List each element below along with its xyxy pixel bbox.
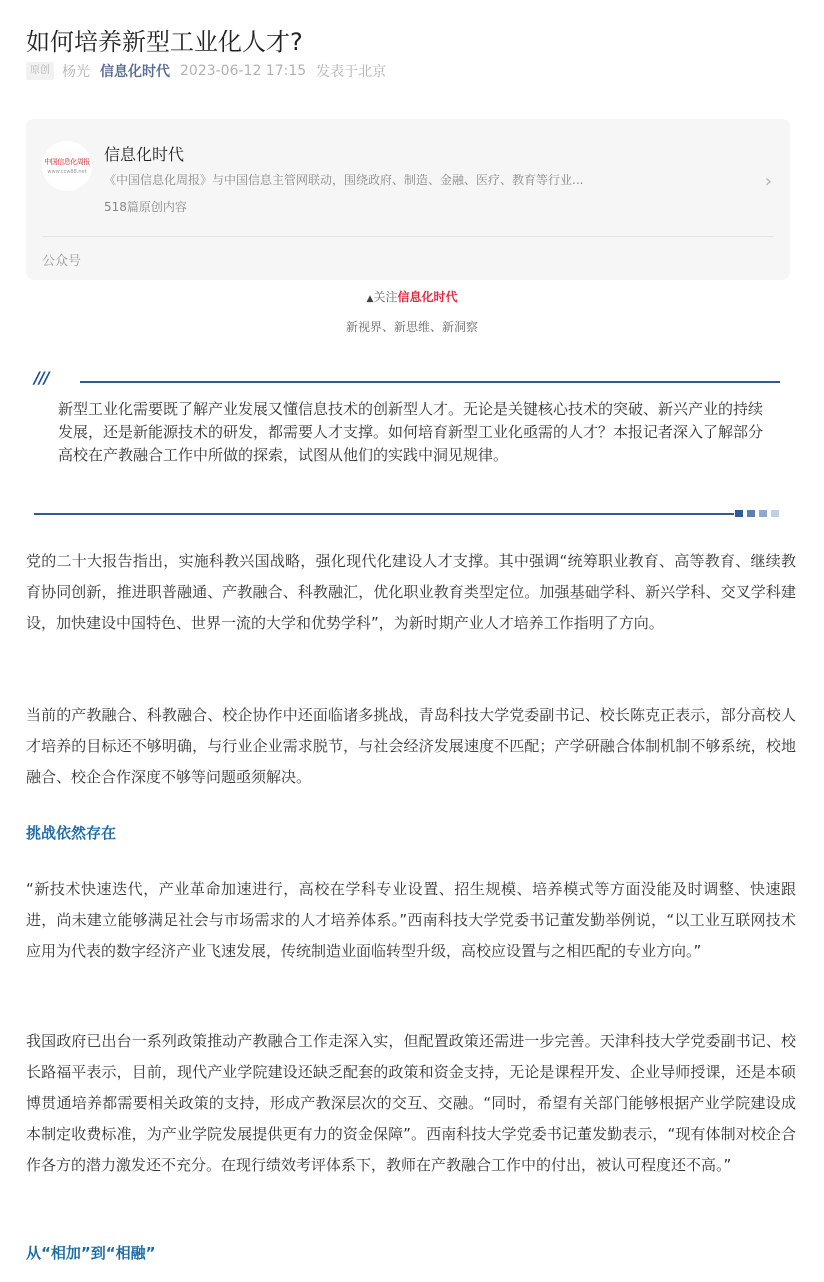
publish-location: 发表于北京 <box>316 64 387 80</box>
slash-mark-icon: /// <box>34 368 49 387</box>
body-paragraph-1: 党的二十大报告指出，实施科教兴国战略，强化现代化建设人才支撑。其中强调“统筹职业教育、高等教育、继续教育协同创新，推进职普融通、产教融合、科教融汇，优化职业教育类型定位。加强基础学科、新兴学科、交叉学科建设，加快建设中国特色、世界一流的大学和优势学科”，为新时期产业人才培养工作指明了方向。 <box>26 552 796 632</box>
lead-top-divider <box>80 381 780 383</box>
account-link[interactable]: 信息化时代 <box>100 64 170 80</box>
original-badge: 原创 <box>26 62 54 80</box>
body-paragraph-2: 当前的产教融合、科教融合、校企协作中还面临诸多挑战，青岛科技大学党委副书记、校长陈克正表示，部分高校人才培养的目标还不够明确，与行业企业需求脱节，与社会经济发展速度不匹配；产学研融合体制机制不够系统，校地融合、校企合作深度不够等问题亟须解决。 <box>26 706 796 786</box>
account-profile-card[interactable] <box>26 119 790 280</box>
triangle-up-icon: ▲ <box>366 294 374 304</box>
logo-url: www.ccw88.net <box>47 169 87 175</box>
body-paragraph-3: “新技术快速迭代，产业革命加速进行，高校在学科专业设置、招生规模、培养模式等方面没能及时调整、快速跟进，尚未建立能够满足社会与市场需求的人才培养体系。”西南科技大学党委书记董发勤举例说，“以工业互联网技术应用为代表的数字经济产业飞速发展，传统制造业面临转型升级，高校应设置与之相匹配的专业方向。” <box>26 880 796 960</box>
chevron-right-icon: › <box>764 171 772 192</box>
follow-slogan: 新视界、新思维、新洞察 <box>345 320 478 334</box>
follow-brand[interactable]: 信息化时代 <box>397 290 458 304</box>
profile-description: 《中国信息化周报》与中国信息主管网联动，围绕政府、制造、金融、医疗、教育等行业... <box>104 173 584 187</box>
article-title: 如何培养新型工业化人才? <box>26 28 303 57</box>
section-heading-challenges: 挑战依然存在 <box>26 824 117 842</box>
square-dots-icon <box>735 510 779 517</box>
follow-line <box>0 288 824 305</box>
profile-name: 信息化时代 <box>104 145 185 164</box>
profile-footer-label: 公众号 <box>42 254 82 269</box>
lead-summary: 新型工业化需要既了解产业发展又懂信息技术的创新型人才。无论是关键核心技术的突破、新兴产业的持续发展，还是新能源技术的研发，都需要人才支撑。如何培育新型工业化亟需的人才？本报记者深入了解部分高校在产教融合工作中所做的探索，试图从他们的实践中洞见规律。 <box>58 400 764 464</box>
card-divider <box>42 236 774 237</box>
publish-date: 2023-06-12 17:15 <box>180 63 307 79</box>
author-name: 杨光 <box>62 64 90 80</box>
article-meta <box>26 60 386 82</box>
follow-prefix: 关注 <box>373 290 398 304</box>
body-paragraph-4: 我国政府已出台一系列政策推动产教融合工作走深入实，但配置政策还需进一步完善。天津科技大学党委副书记、校长路福平表示，目前，现代产业学院建设还缺乏配套的政策和资金支持，无论是课程开发、企业导师授课，还是本硕博贯通培养都需要相关政策的支持，形成产教深层次的交互、交融。“同时，希望有关部门能够根据产业学院建设成本制定收费标准，为产业学院发展提供更有力的资金保障”。西南科技大学党委书记董发勤表示，“现有体制对校企合作各方的潜力激发还不充分。在现行绩效考评体系下，教师在产教融合工作中的付出，被认可程度还不高。” <box>26 1032 796 1174</box>
account-logo <box>42 141 92 191</box>
profile-article-count: 518篇原创内容 <box>104 200 187 214</box>
lead-bottom-divider <box>34 513 734 515</box>
logo-text: 中国信息化周报 <box>44 158 90 166</box>
section-heading-integration: 从“相加”到“相融” <box>26 1244 156 1262</box>
